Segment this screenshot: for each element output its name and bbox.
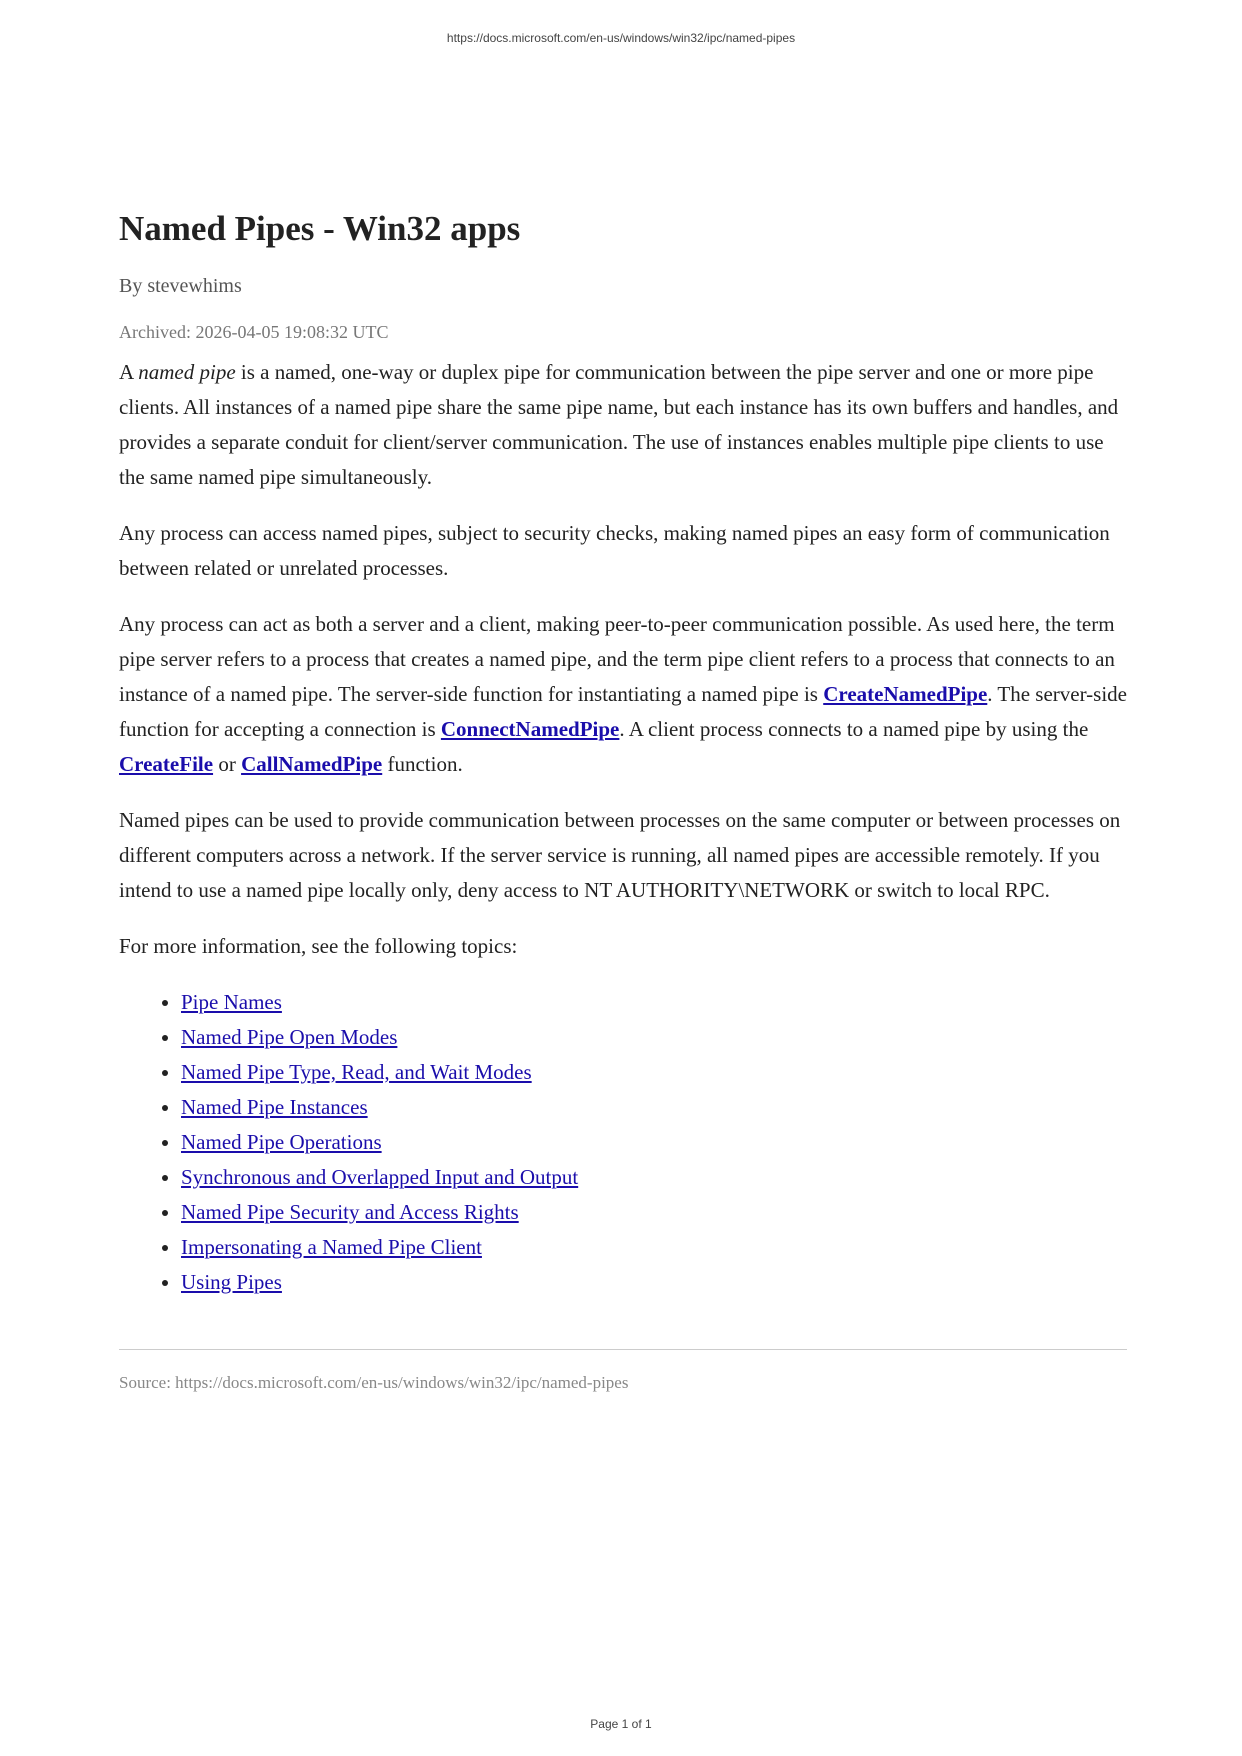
topic-link-using-pipes[interactable]: Using Pipes: [181, 1270, 282, 1294]
link-createfile[interactable]: CreateFile: [119, 752, 214, 776]
list-item: [181, 1090, 1127, 1125]
text: Any process can act as both a server and a client, making peer-to-peer communication possible. As used here, the term pipe server refers to a process that creates a named pipe, and the term pipe client refers to a process that connects to an instance of a named pipe. The server-side function for instantiating a named pipe is: [119, 612, 1115, 706]
text: . The server-side function for accepting a connection is: [119, 682, 1128, 741]
print-header-url: https://docs.microsoft.com/en-us/windows/win32/ipc/named-pipes: [446, 31, 796, 45]
source-url: Source: https://docs.microsoft.com/en-us/windows/win32/ipc/named-pipes: [119, 1373, 629, 1392]
paragraph-network: Named pipes can be used to provide communication between processes on the same computer or between processes on different computers across a network. If the server service is running, all named pipes are accessible remotely. If you intend to use a named pipe locally only, deny access to NT AUTHORITY\NETWORK or switch to local RPC.: [119, 808, 1121, 902]
text: A: [119, 360, 139, 384]
topic-link-type-read-wait-modes[interactable]: Named Pipe Type, Read, and Wait Modes: [181, 1060, 532, 1084]
list-item: [181, 1125, 1127, 1160]
topics-list: [119, 985, 1127, 1300]
link-callnamedpipe[interactable]: CallNamedPipe: [241, 752, 383, 776]
article-body: [119, 355, 1127, 1300]
topic-link-security-access-rights[interactable]: Named Pipe Security and Access Rights: [181, 1200, 519, 1224]
link-createnamedpipe[interactable]: CreateNamedPipe: [823, 682, 988, 706]
list-item: [181, 1055, 1127, 1090]
text: . A client process connects to a named pipe by using the: [619, 717, 1089, 741]
text: is a named, one-way or duplex pipe for communication between the pipe server and one or more pipe clients. All instances of a named pipe share the same pipe name, but each instance has its own buffers and handles, and provides a separate conduit for client/server communication. The use of instances enables multiple pipe clients to use the same named pipe simultaneously.: [119, 360, 1119, 489]
topic-link-instances[interactable]: Named Pipe Instances: [181, 1095, 368, 1119]
archived-timestamp: Archived: 2026-04-05 19:08:32 UTC: [119, 322, 389, 342]
article: [119, 208, 1127, 1393]
text: function.: [382, 752, 463, 776]
page-number: Page 1 of 1: [590, 1717, 652, 1731]
topic-link-operations[interactable]: Named Pipe Operations: [181, 1130, 382, 1154]
divider: [119, 1349, 1127, 1350]
term-named-pipe: named pipe: [138, 360, 236, 384]
paragraph-intro: [119, 355, 1127, 495]
list-item: [181, 1020, 1127, 1055]
paragraph-server-client: [119, 607, 1127, 782]
list-item: [181, 1265, 1127, 1300]
link-connectnamedpipe[interactable]: ConnectNamedPipe: [440, 717, 620, 741]
list-item: [181, 1230, 1127, 1265]
topic-link-open-modes[interactable]: Named Pipe Open Modes: [181, 1025, 398, 1049]
page-title: Named Pipes - Win32 apps: [119, 209, 521, 248]
paragraph-more-info: For more information, see the following topics:: [119, 934, 518, 958]
list-item: [181, 985, 1127, 1020]
topic-link-pipe-names[interactable]: Pipe Names: [181, 990, 282, 1014]
paragraph-access: Any process can access named pipes, subject to security checks, making named pipes an easy form of communication between related or unrelated processes.: [119, 521, 1110, 580]
list-item: [181, 1160, 1127, 1195]
text: or: [213, 752, 242, 776]
byline: By stevewhims: [119, 275, 242, 297]
topic-link-impersonating-client[interactable]: Impersonating a Named Pipe Client: [181, 1235, 482, 1259]
list-item: [181, 1195, 1127, 1230]
topic-link-sync-overlapped-io[interactable]: Synchronous and Overlapped Input and Output: [181, 1165, 579, 1189]
